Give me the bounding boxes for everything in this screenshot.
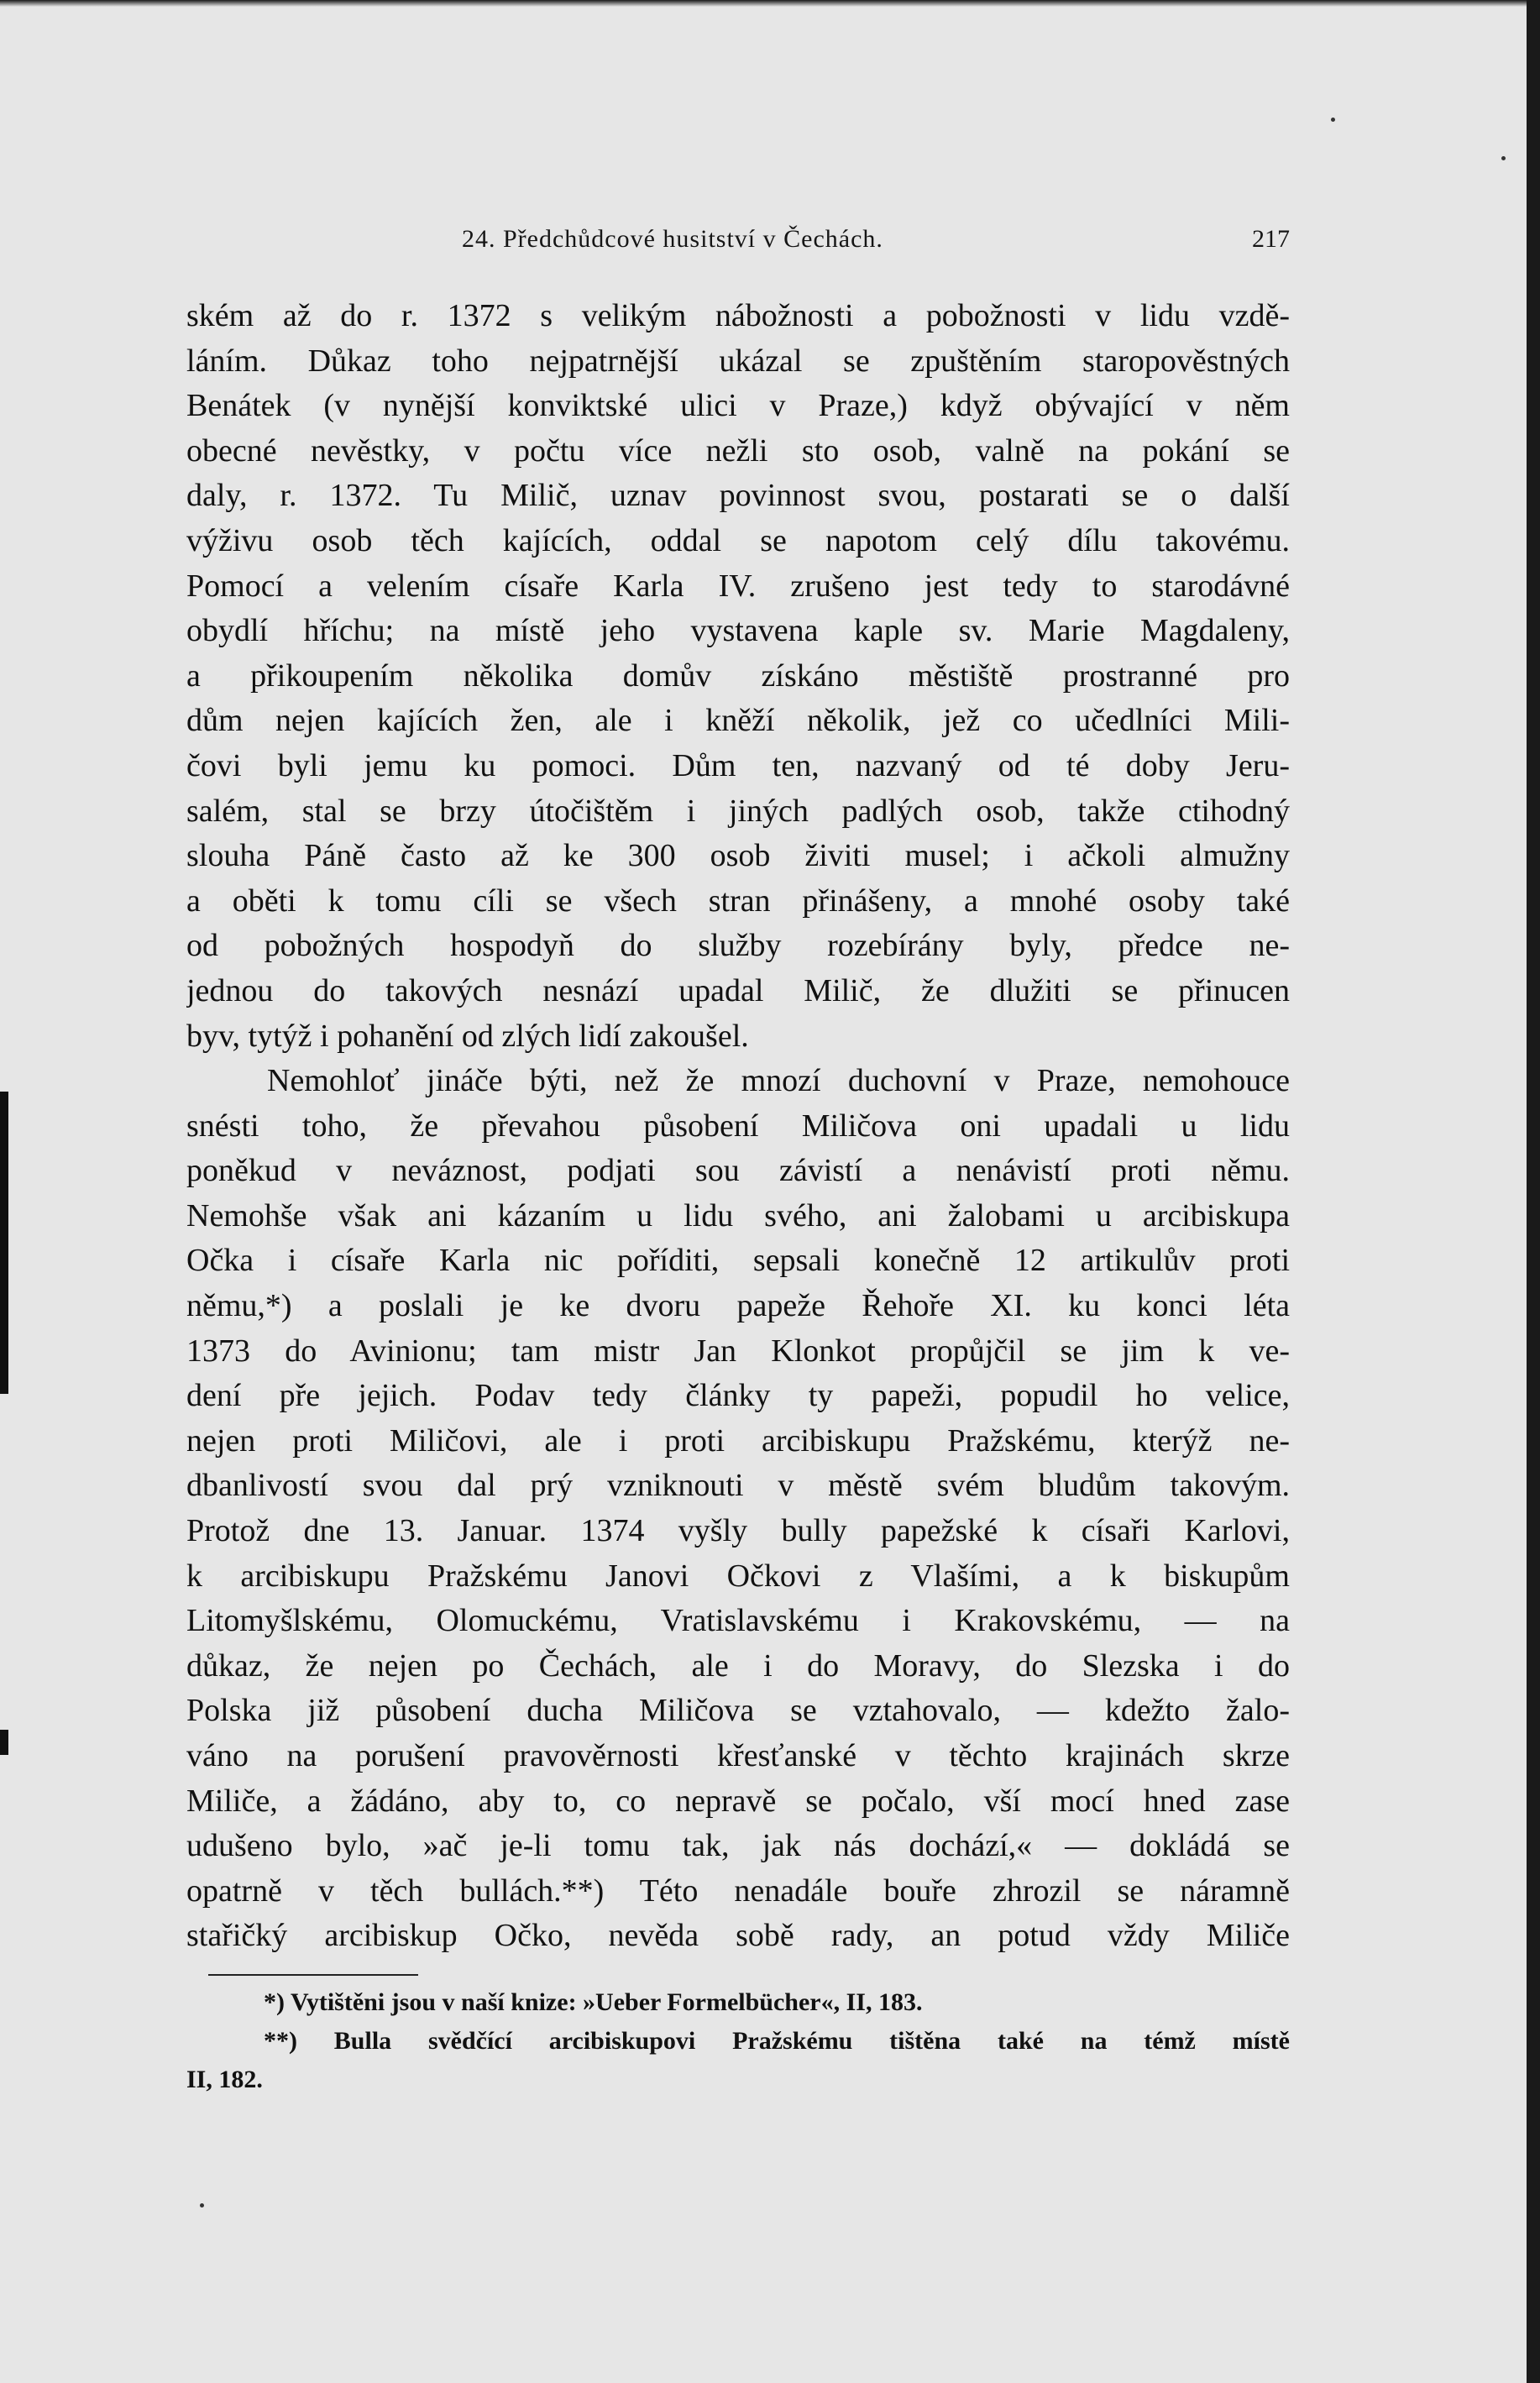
text-line: udušeno bylo, »ač je-li tomu tak, jak nás dochází,« — dokládá se	[186, 1828, 1290, 1864]
scan-speck	[200, 2203, 204, 2208]
text-line: výživu osob těch kajících, oddal se napotom celý dílu takovému.	[186, 522, 1290, 558]
text-line-paragraph-end: byv, tytýž i pohanění od zlých lidí zakoušel.	[186, 1018, 749, 1054]
scan-edge-right	[1527, 0, 1540, 2383]
text-line: Nemohše však ani kázaním u lidu svého, ani žalobami u arcibiskupa	[186, 1197, 1290, 1233]
scan-edge-left-mark	[0, 1092, 8, 1394]
text-line: obecné nevěstky, v počtu více nežli sto osob, valně na pokání se	[186, 432, 1290, 469]
text-line: dbanlivostí svou dal prý vzniknouti v městě svém bludům takovým.	[186, 1468, 1290, 1504]
text-line: od pobožných hospodyň do služby rozebírány byly, předce ne-	[186, 928, 1290, 964]
text-line: nejen proti Miličovi, ale i proti arcibiskupu Pražskému, kterýž ne-	[186, 1422, 1290, 1459]
text-line: čovi byli jemu ku pomoci. Dům ten, nazvaný od té doby Jeru-	[186, 747, 1290, 783]
text-line: snésti toho, že převahou působení Miličova oni upadali u lidu	[186, 1108, 1290, 1144]
text-line: Polska již působení ducha Miličova se vztahovalo, — kdežto žalo-	[186, 1693, 1290, 1729]
text-line: Litomyšlskému, Olomuckému, Vratislavskému i Krakovskému, — na	[186, 1603, 1290, 1639]
footnote-1: *) Vytištěni jsou v naší knize: »Ueber Formelbücher«, II, 183.	[264, 1988, 923, 2016]
text-line: daly, r. 1372. Tu Milič, uznav povinnost svou, postarati se o další	[186, 478, 1290, 514]
text-line: salém, stal se brzy útočištěm i jiných padlých osob, takže ctihodný	[186, 793, 1290, 829]
text-line-paragraph-start: Nemohloť jináče býti, než že mnozí duchovní v Praze, nemohouce	[267, 1063, 1290, 1099]
text-line: stařičký arcibiskup Očko, nevěda sobě rady, an potud vždy Miliče	[186, 1918, 1290, 1954]
text-line: Pomocí a velením císaře Karla IV. zrušeno jest tedy to starodávné	[186, 568, 1290, 604]
scan-edge-top	[0, 0, 1527, 7]
text-line: slouha Páně často až ke 300 osob živiti musel; i ačkoli almužny	[186, 838, 1290, 874]
text-line: váno na porušení pravověrnosti křesťanské v těchto krajinách skrze	[186, 1738, 1290, 1773]
text-line: ském až do r. 1372 s velikým nábožnosti a pobožnosti v lidu vzdě-	[186, 298, 1290, 333]
text-line: opatrně v těch bullách.**) Této nenadále bouře zhrozil se náramně	[186, 1872, 1290, 1909]
text-line: a oběti k tomu cíli se všech stran přinášeny, a mnohé osoby také	[186, 882, 1290, 919]
text-line: poněkud v neváznost, podjati sou závistí a nenávistí proti němu.	[186, 1153, 1290, 1189]
text-line: obydlí hříchu; na místě jeho vystavena kaple sv. Marie Magdaleny,	[186, 613, 1290, 649]
text-line: dení pře jejich. Podav tedy články ty papeži, popudil ho velice,	[186, 1378, 1290, 1414]
text-line: jednou do takových nesnází upadal Milič, že dlužiti se přinucen	[186, 972, 1290, 1008]
text-line: důkaz, že nejen po Čechách, ale i do Moravy, do Slezska i do	[186, 1647, 1290, 1684]
text-line: Benátek (v nynější konviktské ulici v Praze,) když obývající v něm	[186, 388, 1290, 424]
text-line: Miliče, a žádáno, aby to, co nepravě se počalo, vší mocí hned zase	[186, 1783, 1290, 1819]
text-line: Protož dne 13. Januar. 1374 vyšly bully papežské k císaři Karlovi,	[186, 1513, 1290, 1549]
footnote-2: **) Bulla svědčící arcibiskupovi Pražskému tištěna také na témž místě	[264, 2027, 1290, 2055]
text-line: a přikoupením několika domův získáno městiště prostranné pro	[186, 657, 1290, 694]
footnotes	[186, 1983, 1290, 2099]
page-number: 217	[1252, 225, 1290, 253]
page-header	[186, 220, 1290, 259]
body-text	[186, 294, 1290, 1959]
running-title: 24. Předchůdcové husitství v Čechách.	[462, 225, 883, 253]
text-line: němu,*) a poslali je ke dvoru papeže Řehoře XI. ku konci léta	[186, 1288, 1290, 1324]
text-line: k arcibiskupu Pražskému Janovi Očkovi z Vlašími, a k biskupům	[186, 1558, 1290, 1594]
text-line: láním. Důkaz toho nejpatrnější ukázal se zpuštěním staropověstných	[186, 343, 1290, 379]
text-line: Očka i císaře Karla nic poříditi, sepsali konečně 12 artikulův proti	[186, 1243, 1290, 1279]
text-line: 1373 do Avinionu; tam mistr Jan Klonkot propůjčil se jim k ve-	[186, 1333, 1290, 1369]
footnote-2-continuation: II, 182.	[186, 2066, 263, 2093]
scan-edge-left-mark	[0, 1730, 8, 1755]
scan-speck	[1501, 156, 1506, 160]
text-line: dům nejen kajících žen, ale i kněží několik, jež co učedlníci Mili-	[186, 703, 1290, 739]
footnote-divider	[208, 1974, 418, 1976]
scan-speck	[1331, 118, 1335, 122]
